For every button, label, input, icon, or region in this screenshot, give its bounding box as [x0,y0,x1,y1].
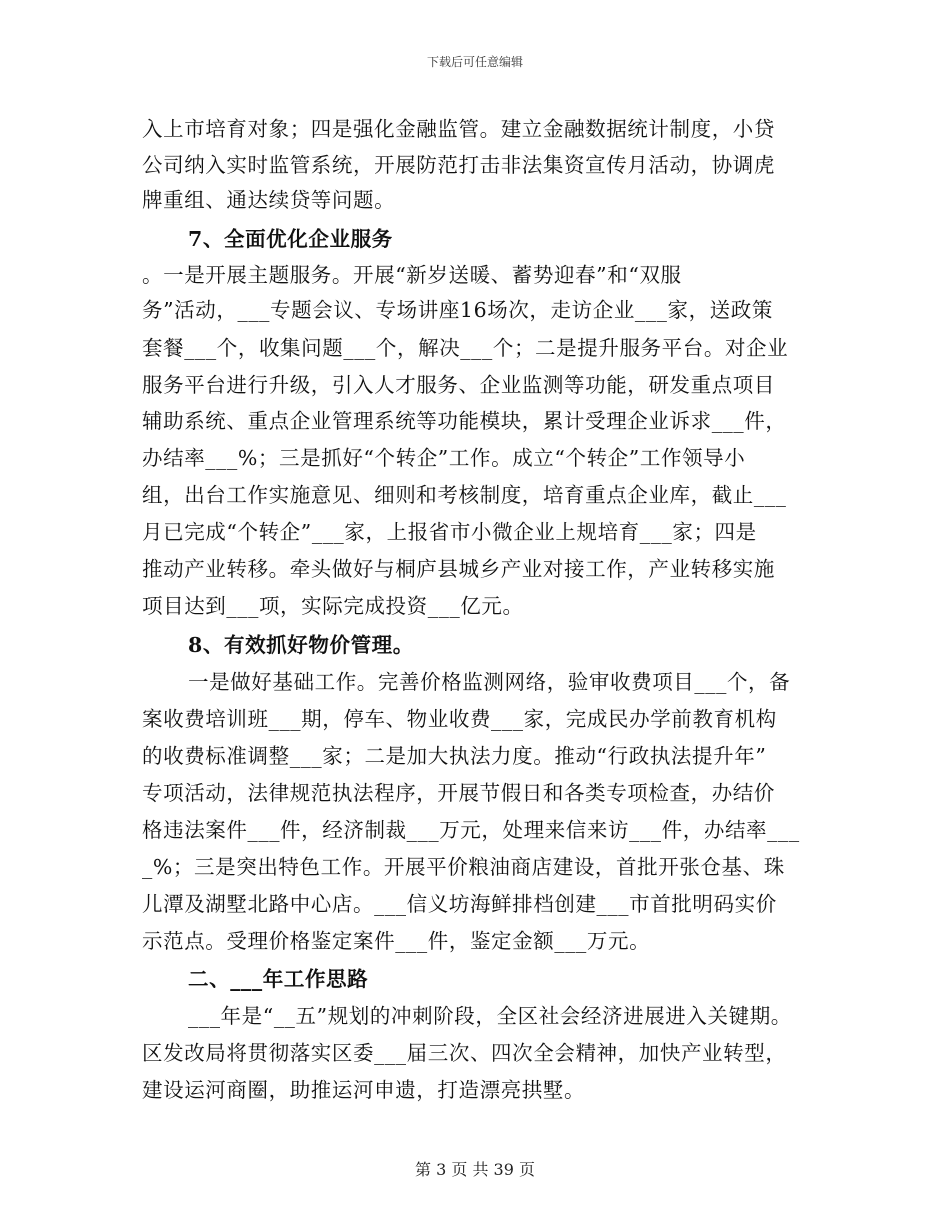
body-line: 入上市培育对象；四是强化金融监管。建立金融数据统计制度，小贷 [142,117,775,141]
body-line: 案收费培训班___期，停车、物业收费___家，完成民办学前教育机构 [142,707,777,731]
body-line: 组，出台工作实施意见、细则和考核制度，培育重点企业库，截止___ [142,483,787,507]
section-heading: 8、有效抓好物价管理。 [188,633,414,657]
body-line: 牌重组、通达续贷等问题。 [142,188,396,212]
body-line: 专项活动，法律规范执法程序，开展节假日和各类专项检查，办结价 [142,781,775,805]
body-line: 推动产业转移。牵头做好与桐庐县城乡产业对接工作，产业转移实施 [142,557,775,581]
section-heading: 二、___年工作思路 [188,967,369,991]
body-line: 服务平台进行升级，引入人才服务、企业监测等功能，研发重点项目 [142,373,775,397]
page-header-note: 下载后可任意编辑 [426,55,523,69]
body-line: ___年是“__五”规划的冲刺阶段，全区社会经济进展进入关键期。 [188,1004,792,1028]
body-line: 建设运河商圈，助推运河申遗，打造漂亮拱墅。 [142,1078,586,1102]
body-line: 一是做好基础工作。完善价格监测网络，验审收费项目___个，备 [188,670,791,694]
body-line: 公司纳入实时监管系统，开展防范打击非法集资宣传月活动，协调虎 [142,153,775,177]
body-line: _%；三是突出特色工作。开展平价粮油商店建设，首批开张仓基、珠 [142,855,785,879]
body-line: 格违法案件___件，经济制裁___万元，处理来信来访___件，办结率___ [142,818,800,842]
page-footer-number: 第 3 页 共 39 页 [415,1160,535,1179]
body-line: 办结率___%；三是抓好“个转企”工作。成立“个转企”工作领导小 [142,446,746,470]
body-line: 月已完成“个转企”___家，上报省市小微企业上规培育___家；四是 [142,520,757,544]
body-line: 儿潭及湖墅北路中心店。___信义坊海鲜排档创建___市首批明码实价 [142,892,777,916]
body-line: 套餐___个，收集问题___个，解决___个；二是提升服务平台。对企业 [142,336,789,360]
body-line: 的收费标准调整___家；二是加大执法力度。推动“行政执法提升年” [142,744,767,768]
body-line: 示范点。受理价格鉴定案件___件，鉴定金额___万元。 [142,929,651,953]
body-line: 项目达到___项，实际完成投资___亿元。 [142,594,524,618]
body-line: 务”活动，___专题会议、专场讲座16场次，走访企业___家，送政策 [142,298,773,322]
body-line: 辅助系统、重点企业管理系统等功能模块，累计受理企业诉求___件， [142,409,787,433]
body-line: 区发改局将贯彻落实区委___届三次、四次全会精神，加快产业转型， [142,1041,787,1065]
body-line: 。一是开展主题服务。开展“新岁送暖、蓄势迎春”和“双服 [142,263,682,287]
section-heading: 7、全面优化企业服务 [188,227,393,251]
